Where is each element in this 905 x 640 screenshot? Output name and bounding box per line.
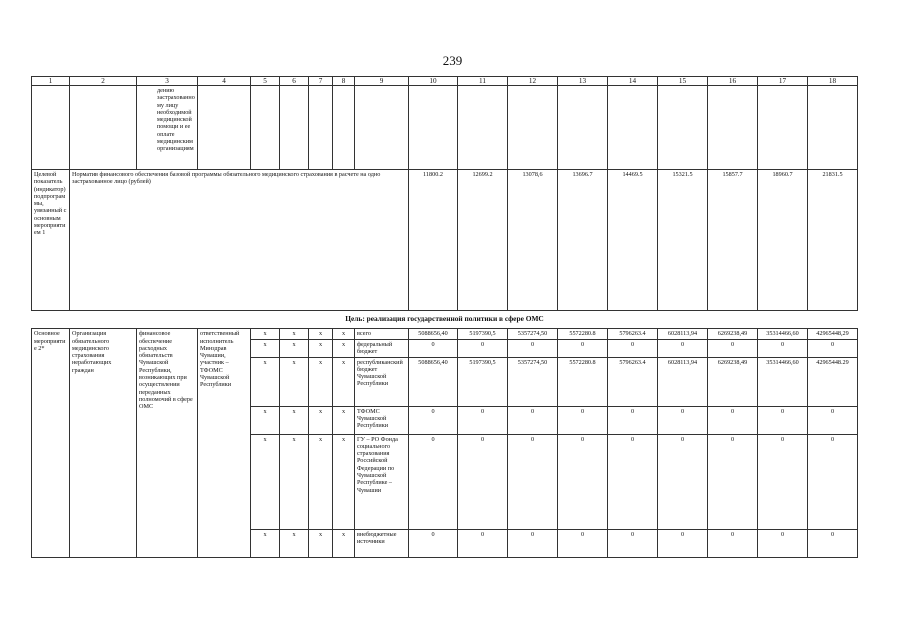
value-cell: 0 bbox=[808, 529, 858, 557]
x-cell: x bbox=[309, 329, 333, 339]
x-cell: x bbox=[333, 339, 355, 357]
col-header: 13 bbox=[558, 77, 608, 86]
funding-source: внебюджетные источники bbox=[355, 529, 409, 557]
indicator-value: 13078,6 bbox=[508, 170, 558, 311]
value-cell: 5796263.4 bbox=[608, 357, 658, 406]
value-cell: 0 bbox=[758, 529, 808, 557]
value-cell: 35314466,60 bbox=[758, 357, 808, 406]
value-cell: 6028113,94 bbox=[658, 329, 708, 339]
value-cell: 0 bbox=[608, 406, 658, 434]
page-number: 239 bbox=[442, 53, 463, 68]
value-cell: 0 bbox=[808, 434, 858, 529]
value-cell: 0 bbox=[409, 434, 458, 529]
x-cell: x bbox=[309, 529, 333, 557]
value-cell: 0 bbox=[808, 339, 858, 357]
value-cell: 0 bbox=[458, 529, 508, 557]
value-cell: 0 bbox=[708, 434, 758, 529]
value-cell: 5357274,50 bbox=[508, 357, 558, 406]
value-cell: 0 bbox=[658, 529, 708, 557]
col-header: 1 bbox=[32, 77, 70, 86]
value-cell: 0 bbox=[658, 434, 708, 529]
value-cell: 0 bbox=[508, 406, 558, 434]
indicator-value: 12699.2 bbox=[458, 170, 508, 311]
indicator-value: 21831.5 bbox=[808, 170, 858, 311]
x-cell: x bbox=[251, 529, 280, 557]
x-cell: x bbox=[333, 434, 355, 529]
continued-text: дению застрахованному лицу необходимой медицинской помощи и ее оплате медицинским организациям bbox=[137, 86, 198, 170]
value-cell: 0 bbox=[758, 339, 808, 357]
value-cell: 0 bbox=[409, 339, 458, 357]
continuation-row bbox=[32, 86, 858, 170]
x-cell: x bbox=[309, 339, 333, 357]
value-cell: 42965448,29 bbox=[808, 329, 858, 339]
value-cell: 0 bbox=[658, 406, 708, 434]
program-table bbox=[31, 76, 858, 558]
funding-source: федеральный бюджет bbox=[355, 339, 409, 357]
x-cell: x bbox=[280, 339, 309, 357]
col-header: 5 bbox=[251, 77, 280, 86]
value-cell: 0 bbox=[409, 406, 458, 434]
col-header: 9 bbox=[355, 77, 409, 86]
value-cell: 0 bbox=[658, 339, 708, 357]
x-cell: x bbox=[309, 357, 333, 406]
x-cell: x bbox=[251, 357, 280, 406]
x-cell: x bbox=[333, 357, 355, 406]
x-cell: x bbox=[280, 357, 309, 406]
value-cell: 6028113,94 bbox=[658, 357, 708, 406]
measure-name: Организация обязательного медицинского страхования неработающих граждан bbox=[70, 329, 137, 557]
value-cell: 0 bbox=[508, 529, 558, 557]
x-cell: x bbox=[280, 329, 309, 339]
indicator-value: 14469.5 bbox=[608, 170, 658, 311]
x-cell: x bbox=[251, 329, 280, 339]
col-header: 2 bbox=[70, 77, 137, 86]
value-cell: 35314466,60 bbox=[758, 329, 808, 339]
table-row bbox=[32, 329, 858, 339]
measure-description: финансовое обеспечение расходных обязательств Чувашской Республики, возникающих при осуществлении переданных полномочий в сфере ОМС bbox=[137, 329, 198, 557]
col-header: 15 bbox=[658, 77, 708, 86]
value-cell: 0 bbox=[558, 529, 608, 557]
value-cell: 0 bbox=[758, 434, 808, 529]
measure-executor: ответственный исполнитель Минздрав Чувашии, участник – ТФОМС Чувашской Республики bbox=[198, 329, 251, 557]
col-header: 17 bbox=[758, 77, 808, 86]
value-cell: 0 bbox=[808, 406, 858, 434]
column-number-row bbox=[32, 77, 858, 86]
indicator-value: 11800.2 bbox=[409, 170, 458, 311]
x-cell: x bbox=[333, 406, 355, 434]
x-cell: x bbox=[251, 406, 280, 434]
value-cell: 0 bbox=[758, 406, 808, 434]
col-header: 18 bbox=[808, 77, 858, 86]
value-cell: 0 bbox=[708, 529, 758, 557]
col-header: 12 bbox=[508, 77, 558, 86]
value-cell: 42965448.29 bbox=[808, 357, 858, 406]
x-cell: x bbox=[280, 434, 309, 529]
indicator-row bbox=[32, 170, 858, 311]
col-header: 10 bbox=[409, 77, 458, 86]
value-cell: 0 bbox=[458, 339, 508, 357]
value-cell: 0 bbox=[708, 339, 758, 357]
x-cell: x bbox=[251, 339, 280, 357]
x-cell: x bbox=[280, 529, 309, 557]
col-header: 3 bbox=[137, 77, 198, 86]
value-cell: 5572280.8 bbox=[558, 357, 608, 406]
funding-source: ТФОМС Чувашской Республики bbox=[355, 406, 409, 434]
col-header: 4 bbox=[198, 77, 251, 86]
measure-label: Основное мероприятие 2* bbox=[32, 329, 70, 557]
indicator-value: 15857.7 bbox=[708, 170, 758, 311]
x-cell: x bbox=[309, 434, 333, 529]
value-cell: 0 bbox=[558, 434, 608, 529]
x-cell: x bbox=[280, 406, 309, 434]
value-cell: 0 bbox=[558, 339, 608, 357]
col-header: 14 bbox=[608, 77, 658, 86]
x-cell: x bbox=[333, 529, 355, 557]
value-cell: 0 bbox=[458, 434, 508, 529]
value-cell: 0 bbox=[558, 406, 608, 434]
x-cell: x bbox=[333, 329, 355, 339]
value-cell: 5197390,5 bbox=[458, 357, 508, 406]
value-cell: 6269238,49 bbox=[708, 329, 758, 339]
x-cell: x bbox=[251, 434, 280, 529]
col-header: 7 bbox=[309, 77, 333, 86]
funding-source: республиканский бюджет Чувашской Республики bbox=[355, 357, 409, 406]
value-cell: 5357274,50 bbox=[508, 329, 558, 339]
value-cell: 5572280.8 bbox=[558, 329, 608, 339]
funding-source: ГУ – РО Фонда социального страхования Российской Федерации по Чувашской Республике – Чувашии bbox=[355, 434, 409, 529]
col-header: 16 bbox=[708, 77, 758, 86]
goal-row bbox=[32, 311, 858, 329]
value-cell: 5088656,40 bbox=[409, 329, 458, 339]
value-cell: 6269238,49 bbox=[708, 357, 758, 406]
value-cell: 0 bbox=[508, 339, 558, 357]
indicator-description: Норматив финансового обеспечения базовой программы обязательного медицинского страхования в расчете на одно застрахованное лицо (рублей) bbox=[70, 170, 409, 311]
goal-heading: Цель: реализация государственной политики в сфере ОМС bbox=[32, 311, 858, 329]
indicator-value: 13696.7 bbox=[558, 170, 608, 311]
value-cell: 0 bbox=[508, 434, 558, 529]
value-cell: 5197390,5 bbox=[458, 329, 508, 339]
col-header: 8 bbox=[333, 77, 355, 86]
value-cell: 0 bbox=[608, 529, 658, 557]
col-header: 6 bbox=[280, 77, 309, 86]
x-cell: x bbox=[309, 406, 333, 434]
indicator-value: 15321.5 bbox=[658, 170, 708, 311]
value-cell: 0 bbox=[409, 529, 458, 557]
value-cell: 5088656,40 bbox=[409, 357, 458, 406]
indicator-value: 18960.7 bbox=[758, 170, 808, 311]
value-cell: 0 bbox=[608, 434, 658, 529]
indicator-label: Целевой показатель (индикатор) подпрограммы, увязанный с основным мероприятием 1 bbox=[32, 170, 70, 311]
funding-source: всего bbox=[355, 329, 409, 339]
value-cell: 0 bbox=[708, 406, 758, 434]
value-cell: 5796263.4 bbox=[608, 329, 658, 339]
value-cell: 0 bbox=[458, 406, 508, 434]
col-header: 11 bbox=[458, 77, 508, 86]
value-cell: 0 bbox=[608, 339, 658, 357]
